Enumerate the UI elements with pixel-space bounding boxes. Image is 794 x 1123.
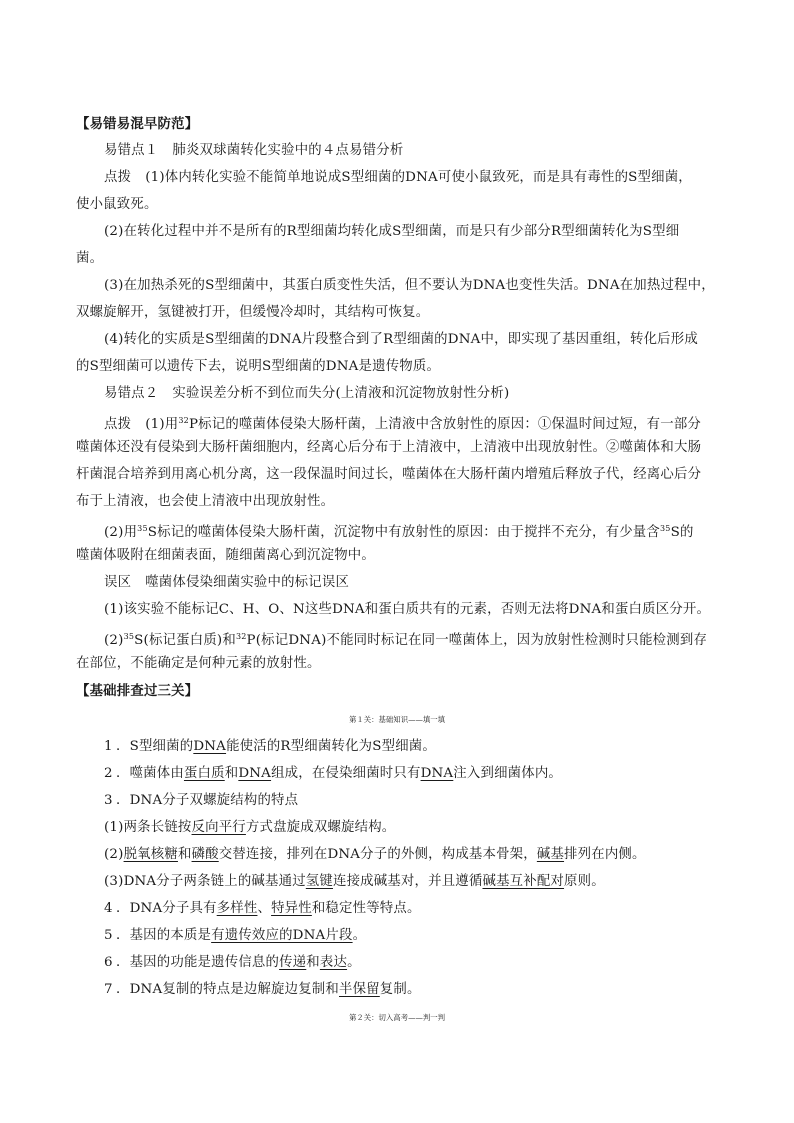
question-5 bbox=[104, 926, 754, 946]
mistake-point-1-title: 肺炎双球菌转化实验中的４点易错分析 bbox=[172, 143, 404, 158]
fill-blank-answer: DNA bbox=[238, 766, 272, 781]
question-text: ．基因的本质是 bbox=[116, 928, 212, 943]
fill-blank-answer: 表达 bbox=[319, 955, 348, 970]
level-2-heading: 第２关：切入高考——判一判 bbox=[348, 1013, 446, 1022]
isotope-superscript: 32 bbox=[178, 416, 189, 425]
mistake-point-2-label: 易错点２ bbox=[104, 386, 159, 401]
question-3-sub-2 bbox=[104, 845, 754, 865]
paragraph-line bbox=[104, 411, 754, 435]
question-text: 和 bbox=[177, 847, 192, 862]
question-text: 连接成碱基对，并且遵循 bbox=[332, 874, 483, 889]
question-text: 复制。 bbox=[379, 982, 421, 997]
misconception-label: 误区 bbox=[104, 575, 132, 590]
fill-blank-answer: 碱基互补配对 bbox=[482, 874, 565, 889]
question-text: (1)两条长链按 bbox=[104, 820, 192, 835]
question-number: 2 bbox=[104, 766, 113, 781]
mistake-point-1-heading bbox=[104, 141, 754, 161]
question-6 bbox=[104, 953, 754, 973]
paragraph-text: (2) bbox=[104, 633, 124, 648]
paragraph-line: 布于上清液，也会使上清液中出现放射性。 bbox=[76, 494, 335, 509]
paragraph-text: S的 bbox=[670, 525, 694, 540]
paragraph-text: P(标记DNA)不能同时标记在同一噬菌体上，因为放射性检测时只能检测到存 bbox=[246, 633, 708, 648]
paragraph-line: 杆菌混合培养到用离心机分离，这一段保温时间过长，噬菌体在大肠杆菌内增殖后释放子代，经离心后分 bbox=[76, 467, 702, 482]
question-number: 1 bbox=[104, 739, 113, 754]
paragraph-line: (2)在转化过程中并不是所有的R型细菌均转化成S型细菌，而是只有少部分R型细菌转化为S型细 bbox=[104, 224, 680, 239]
paragraph-text: (2)用 bbox=[104, 525, 138, 540]
fill-blank-answer: 传递 bbox=[279, 955, 307, 970]
paragraph-line: (1)该实验不能标记C、H、O、N这些DNA和蛋白质共有的元素，否则无法将DNA和蛋白质区分开。 bbox=[104, 602, 711, 617]
mistake-point-2-heading bbox=[104, 384, 754, 404]
paragraph-line: 的S型细菌可以遗传下去，说明S型细菌的DNA是遗传物质。 bbox=[76, 359, 441, 374]
fill-blank-answer: 反向平行 bbox=[191, 820, 246, 835]
question-number: 7 bbox=[104, 982, 113, 997]
paragraph-text: (1)体内转化实验不能简单地说成S型细菌的DNA可使小鼠致死，而是具有毒性的S型细菌， bbox=[145, 170, 692, 185]
fill-blank-answer: 蛋白质 bbox=[183, 766, 225, 781]
question-text: 和 bbox=[306, 955, 320, 970]
question-text: ．基因的功能是遗传信息的 bbox=[116, 955, 280, 970]
paragraph-line: (3)在加热杀死的S型细菌中，其蛋白质变性失活，但不要认为DNA也变性失活。DNA在加热过程中， bbox=[104, 278, 715, 293]
question-text: 交替连接，排列在DNA分子的外侧，构成基本骨架， bbox=[218, 847, 537, 862]
paragraph-line: 噬菌体吸附在细菌表面，随细菌离心到沉淀物中。 bbox=[76, 548, 375, 563]
fill-blank-answer: DNA bbox=[420, 766, 454, 781]
question-number: 4 bbox=[104, 901, 113, 916]
isotope-superscript: 32 bbox=[235, 632, 247, 641]
question-4 bbox=[104, 899, 754, 919]
level-1-heading: 第１关：基础知识——填一填 bbox=[348, 715, 446, 724]
mistake-point-1-label: 易错点１ bbox=[104, 143, 159, 158]
question-text: (2) bbox=[104, 847, 124, 862]
question-text: 。 bbox=[347, 955, 361, 970]
question-text: 组成，在侵染细菌时只有 bbox=[271, 766, 421, 781]
question-text: 和稳定性等特点。 bbox=[311, 901, 421, 916]
fill-blank-answer: DNA bbox=[193, 739, 227, 754]
paragraph-line: 在部位，不能确定是何种元素的放射性。 bbox=[76, 656, 321, 671]
paragraph-line: 双螺旋解开，氢键被打开，但缓慢冷却时，其结构可恢复。 bbox=[76, 305, 430, 320]
question-number: 6 bbox=[104, 955, 113, 970]
question-text: 和 bbox=[224, 766, 239, 781]
question-7 bbox=[104, 980, 754, 1000]
paragraph-text: S(标记蛋白质)和 bbox=[134, 633, 236, 648]
question-text: 、 bbox=[257, 901, 272, 916]
paragraph-text: S标记的噬菌体侵染大肠杆菌，沉淀物中有放射性的原因：由于搅拌不充分，有少量含 bbox=[147, 525, 660, 540]
paragraph-line: 使小鼠致死。 bbox=[76, 197, 158, 212]
question-1 bbox=[104, 737, 754, 757]
section-title-mistakes: 【易错易混早防范】 bbox=[76, 116, 199, 132]
fill-blank-answer: 多样性 bbox=[216, 901, 258, 916]
fill-blank-answer: 磷酸 bbox=[191, 847, 219, 862]
question-text: 能使活的R型细菌转化为S型细菌。 bbox=[226, 739, 436, 754]
question-text: ．S型细菌的 bbox=[116, 739, 194, 754]
misconception-title: 噬菌体侵染细菌实验中的标记误区 bbox=[145, 575, 350, 590]
hint-label: 点拨 bbox=[104, 417, 132, 432]
paragraph-line bbox=[104, 519, 754, 543]
misconception-heading bbox=[104, 573, 754, 593]
question-text: 。 bbox=[352, 928, 367, 943]
fill-blank-answer: 有遗传效应的DNA片段 bbox=[211, 928, 353, 943]
question-text: 原则。 bbox=[564, 874, 605, 889]
question-text: ．DNA分子具有 bbox=[116, 901, 217, 916]
paragraph-line: 噬菌体还没有侵染到大肠杆菌细胞内，经离心后分布于上清液中，上清液中出现放射性。②噬菌体和大肠 bbox=[76, 440, 702, 455]
paragraph-line: (4)转化的实质是S型细菌的DNA片段整合到了R型细菌的DNA中，即实现了基因重组，转化后形成 bbox=[104, 332, 698, 347]
hint-label: 点拨 bbox=[104, 170, 132, 185]
mistake-point-2-title: 实验误差分析不到位而失分(上清液和沉淀物放射性分析) bbox=[172, 386, 510, 401]
fill-blank-answer: 特异性 bbox=[271, 901, 312, 916]
fill-blank-answer: 氢键 bbox=[305, 874, 333, 889]
question-text: ．噬菌体由 bbox=[116, 766, 184, 781]
question-3-sub-1 bbox=[104, 818, 754, 838]
fill-blank-answer: 脱氧核糖 bbox=[123, 847, 178, 862]
question-number: 3 bbox=[104, 793, 113, 808]
question-text: 排列在内侧。 bbox=[564, 847, 646, 862]
paragraph-line: 菌。 bbox=[76, 251, 104, 266]
fill-blank-answer: 碱基 bbox=[536, 847, 565, 862]
paragraph-text: (1)用 bbox=[145, 417, 179, 432]
question-text: (3)DNA分子两条链上的碱基通过 bbox=[104, 874, 306, 889]
question-2 bbox=[104, 764, 754, 784]
fill-blank-answer: 半保留 bbox=[339, 982, 380, 997]
question-3-sub-3 bbox=[104, 872, 754, 892]
question-number: 5 bbox=[104, 928, 113, 943]
question-text: 方式盘旋成双螺旋结构。 bbox=[245, 820, 396, 835]
section-title-basics: 【基础排查过三关】 bbox=[76, 683, 199, 699]
paragraph-line bbox=[104, 627, 754, 651]
question-text: ．DNA分子双螺旋结构的特点 bbox=[116, 793, 299, 808]
paragraph-text: P标记的噬菌体侵染大肠杆菌，上清液中含放射性的原因：①保温时间过短，有一部分 bbox=[188, 417, 702, 432]
question-3 bbox=[104, 791, 754, 811]
isotope-superscript: 35 bbox=[123, 632, 135, 641]
question-text: 注入到细菌体内。 bbox=[453, 766, 563, 781]
question-text: ．DNA复制的特点是边解旋边复制和 bbox=[116, 982, 339, 997]
isotope-superscript: 35 bbox=[137, 524, 148, 533]
paragraph-line bbox=[104, 168, 754, 188]
isotope-superscript: 35 bbox=[660, 524, 671, 533]
